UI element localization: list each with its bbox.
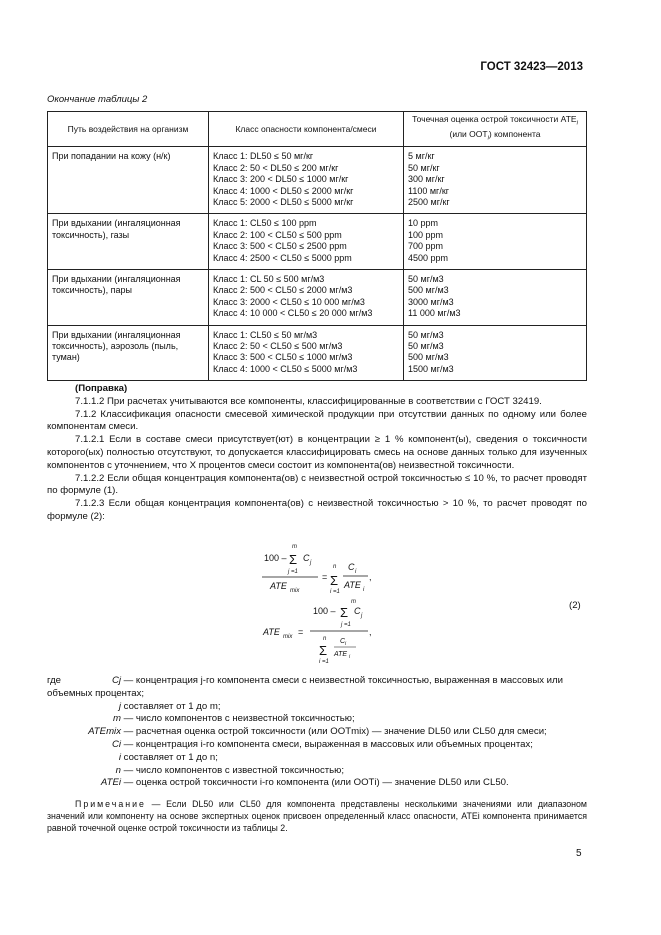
class-cell	[209, 214, 404, 270]
svg-text:j =1: j =1	[341, 622, 351, 628]
estimate-line: 700 ppm	[408, 241, 444, 252]
svg-text:C: C	[303, 553, 310, 563]
legend-text: — оценка острой токсичности i-го компонента (или ООТi) — значение DL50 или CL50.	[123, 777, 509, 789]
svg-text:i: i	[355, 569, 357, 575]
legend-symbol: m	[113, 713, 121, 725]
estimate-line: 50 мг/м3	[408, 329, 444, 340]
class-line: Класс 4: 1000 < DL50 ≤ 2000 мг/кг	[213, 185, 354, 196]
class-line: Класс 3: 200 < DL50 ≤ 1000 мг/кг	[213, 174, 349, 185]
class-line: Класс 2: 100 < CL50 ≤ 500 ppm	[213, 229, 342, 240]
class-line: Класс 3: 2000 < CL50 ≤ 10 000 мг/м3	[213, 296, 365, 307]
legend-item	[47, 726, 587, 739]
estimate-line: 300 мг/кг	[408, 174, 445, 185]
svg-text:j =1: j =1	[288, 569, 298, 575]
class-line: Класс 2: 50 < DL50 ≤ 200 мг/кг	[213, 162, 339, 173]
estimate-line: 11 000 мг/м3	[408, 308, 461, 319]
class-line: Класс 1: CL50 ≤ 100 ppm	[213, 218, 317, 229]
svg-text:C: C	[348, 562, 355, 572]
paragraph-7-1-2-2: 7.1.2.2 Если общая концентрация компонента(ов) с неизвестной острой токсичностью ≤ 10 %, то расчет проводят по формуле (1).	[47, 472, 587, 497]
svg-text:ATE: ATE	[334, 651, 348, 658]
svg-text:=: =	[298, 627, 304, 637]
class-line: Класс 5: 2000 < DL50 ≤ 5000 мг/кг	[213, 197, 354, 207]
svg-text:i: i	[363, 587, 365, 593]
estimate-cell	[404, 270, 587, 326]
svg-text:ATE: ATE	[344, 580, 361, 590]
svg-text:Σ: Σ	[330, 573, 339, 588]
svg-text:j: j	[310, 560, 312, 566]
svg-text:=: =	[322, 572, 328, 582]
class-cell	[209, 270, 404, 326]
legend-text: — концентрация i-го компонента смеси, выраженная в массовых или объемных процентах;	[123, 738, 533, 750]
estimate-line: 10 ppm	[408, 218, 439, 229]
estimate-line: 2500 мг/кг	[408, 197, 450, 207]
class-line: Класс 4: 2500 < CL50 ≤ 5000 ppm	[213, 252, 352, 263]
note-text: — Если DL50 или CL50 для компонента представлены несколькими значениями или диапазоном значений или компоненту на основе экспертных оценок присвоен определенный класс опасности, ATEi компонента принимается равной точечной оценке острой токсичности из таблицы 2.	[47, 799, 587, 834]
legend-item	[47, 739, 587, 752]
legend-text: составляет от 1 до n;	[123, 751, 218, 763]
route-cell: При вдыхании (ингаляционная токсичность), газы	[48, 214, 209, 270]
route-cell: При вдыхании (ингаляционная токсичность), аэрозоль (пыль, туман)	[48, 325, 209, 381]
paragraph-7-1-2-3: 7.1.2.3 Если общая концентрация компонента(ов) с неизвестной токсичностью > 10 %, то расчет проводят по формуле (2):	[47, 498, 587, 522]
svg-text:Σ: Σ	[319, 643, 328, 658]
paragraph-7-1-1-2: 7.1.1.2 При расчетах учитываются все компоненты, классифицированные в соответствии с ГОСТ 32419.	[75, 395, 542, 407]
col-header-route: Путь воздействия на организм	[48, 112, 209, 147]
svg-text:i =1: i =1	[330, 589, 340, 595]
route-cell: При попадании на кожу (н/к)	[48, 147, 209, 214]
col-header-estimate: Точечная оценка острой токсичности $ATE_i$ (или $ООТ_i$) компонента	[404, 112, 587, 147]
legend-symbol: ATEmix	[88, 726, 121, 738]
svg-text:m: m	[292, 544, 297, 550]
estimate-line: 50 мг/кг	[408, 162, 440, 173]
svg-text:ATE: ATE	[263, 627, 280, 637]
legend-text: составляет от 1 до m;	[123, 700, 221, 712]
svg-text:mix: mix	[290, 588, 300, 594]
class-line: Класс 4: 10 000 < CL50 ≤ 20 000 мг/м3	[213, 308, 373, 319]
estimate-line: 1100 мг/кг	[408, 185, 450, 196]
amendment-label: (Поправка)	[75, 383, 128, 394]
estimate-line: 50 мг/м3	[408, 341, 444, 352]
route-cell: При вдыхании (ингаляционная токсичность), пары	[48, 270, 209, 326]
table-row	[48, 325, 587, 381]
legend-item	[47, 765, 587, 778]
legend-symbol: Ci	[111, 738, 121, 750]
svg-text:100 –: 100 –	[313, 606, 336, 616]
svg-text:i: i	[349, 654, 351, 660]
svg-text:100 –: 100 –	[264, 553, 287, 563]
class-line: Класс 1: DL50 ≤ 50 мг/кг	[213, 151, 314, 162]
paragraph-7-1-2-1: 7.1.2.1 Если в составе смеси присутствует(ют) в концентрации ≥ 1 % компонент(ы), сведения о токсичности которого(ых) полностью отсутствуют, то допускается классифицировать смесь на основе данных только для изученных компонентов с уточнением, что X процентов смеси состоит из компонента(ов) неизвестной токсичности.	[47, 434, 587, 471]
svg-text:C: C	[340, 638, 346, 645]
legend-symbol: i	[118, 751, 121, 763]
col-header-class: Класс опасности компонента/смеси	[209, 112, 404, 147]
legend-intro: где	[47, 675, 62, 686]
svg-text:i =1: i =1	[319, 659, 329, 665]
estimate-line: 500 мг/м3	[408, 352, 449, 363]
svg-text:mix: mix	[283, 634, 293, 640]
svg-text:Σ: Σ	[340, 605, 349, 620]
svg-text:,: ,	[369, 572, 372, 582]
class-line: Класс 1: CL50 ≤ 50 мг/м3	[213, 329, 318, 340]
table-header-row	[48, 112, 587, 147]
legend-text: — расчетная оценка острой токсичности (или ООТmix) — значение DL50 или CL50 для смеси;	[123, 726, 547, 738]
table-caption: Окончание таблицы 2	[47, 94, 148, 105]
class-cell	[209, 325, 404, 381]
legend-text: — число компонентов с известной токсичностью;	[123, 764, 345, 776]
legend	[47, 675, 587, 790]
svg-text:ATE: ATE	[270, 581, 287, 591]
class-line: Класс 4: 1000 < CL50 ≤ 5000 мг/м3	[213, 363, 358, 374]
estimate-line: 50 мг/м3	[408, 274, 444, 285]
estimate-line: 5 мг/кг	[408, 151, 435, 162]
table-row	[48, 214, 587, 270]
note	[47, 798, 587, 835]
legend-symbol: j	[118, 700, 121, 712]
estimate-line: 100 ppm	[408, 229, 444, 240]
legend-symbol: n	[115, 764, 121, 776]
svg-text:n: n	[333, 564, 337, 570]
legend-symbol: ATEi	[100, 777, 121, 789]
svg-text:Σ: Σ	[289, 552, 298, 567]
legend-text: — число компонентов с неизвестной токсичностью;	[123, 713, 355, 725]
estimate-line: 500 мг/м3	[408, 285, 449, 296]
legend-item	[47, 701, 587, 714]
estimate-cell	[404, 325, 587, 381]
svg-text:j: j	[361, 613, 363, 619]
class-line: Класс 3: 500 < CL50 ≤ 2500 ppm	[213, 241, 347, 252]
estimate-cell	[404, 214, 587, 270]
legend-item	[47, 713, 587, 726]
class-line: Класс 2: 500 < CL50 ≤ 2000 мг/м3	[213, 285, 353, 296]
legend-item	[47, 675, 587, 701]
table-row	[48, 270, 587, 326]
estimate-line: 1500 мг/м3	[408, 363, 454, 374]
table-row	[48, 147, 587, 214]
formula-number: (2)	[569, 600, 581, 611]
class-line: Класс 1: CL 50 ≤ 500 мг/м3	[213, 274, 325, 285]
estimate-line: 3000 мг/м3	[408, 296, 454, 307]
svg-text:,: ,	[369, 627, 372, 637]
estimate-line: 4500 ppm	[408, 252, 449, 263]
note-label: Примечание	[75, 799, 146, 809]
svg-text:m: m	[351, 599, 356, 605]
legend-text: — концентрация j-го компонента смеси с неизвестной токсичностью, выраженная в массовых или объемных процентах;	[47, 675, 563, 699]
paragraph-7-1-2: 7.1.2 Классификация опасности смесевой химической продукции при отсутствии данных по одному или более компонентам смеси.	[47, 408, 587, 433]
legend-symbol: Cj	[111, 675, 121, 686]
estimate-cell	[404, 147, 587, 214]
svg-text:C: C	[354, 606, 361, 616]
formula-2	[230, 540, 430, 670]
svg-text:i: i	[345, 641, 347, 647]
svg-text:n: n	[323, 636, 327, 642]
main-text	[47, 383, 587, 524]
page-number: 5	[576, 848, 582, 859]
class-line: Класс 3: 500 < CL50 ≤ 1000 мг/м3	[213, 352, 353, 363]
class-cell	[209, 147, 404, 214]
legend-item	[47, 777, 587, 790]
legend-item	[47, 752, 587, 765]
document-header: ГОСТ 32423—2013	[480, 61, 583, 73]
class-line: Класс 2: 50 < CL50 ≤ 500 мг/м3	[213, 341, 343, 352]
toxicity-table	[47, 111, 587, 381]
